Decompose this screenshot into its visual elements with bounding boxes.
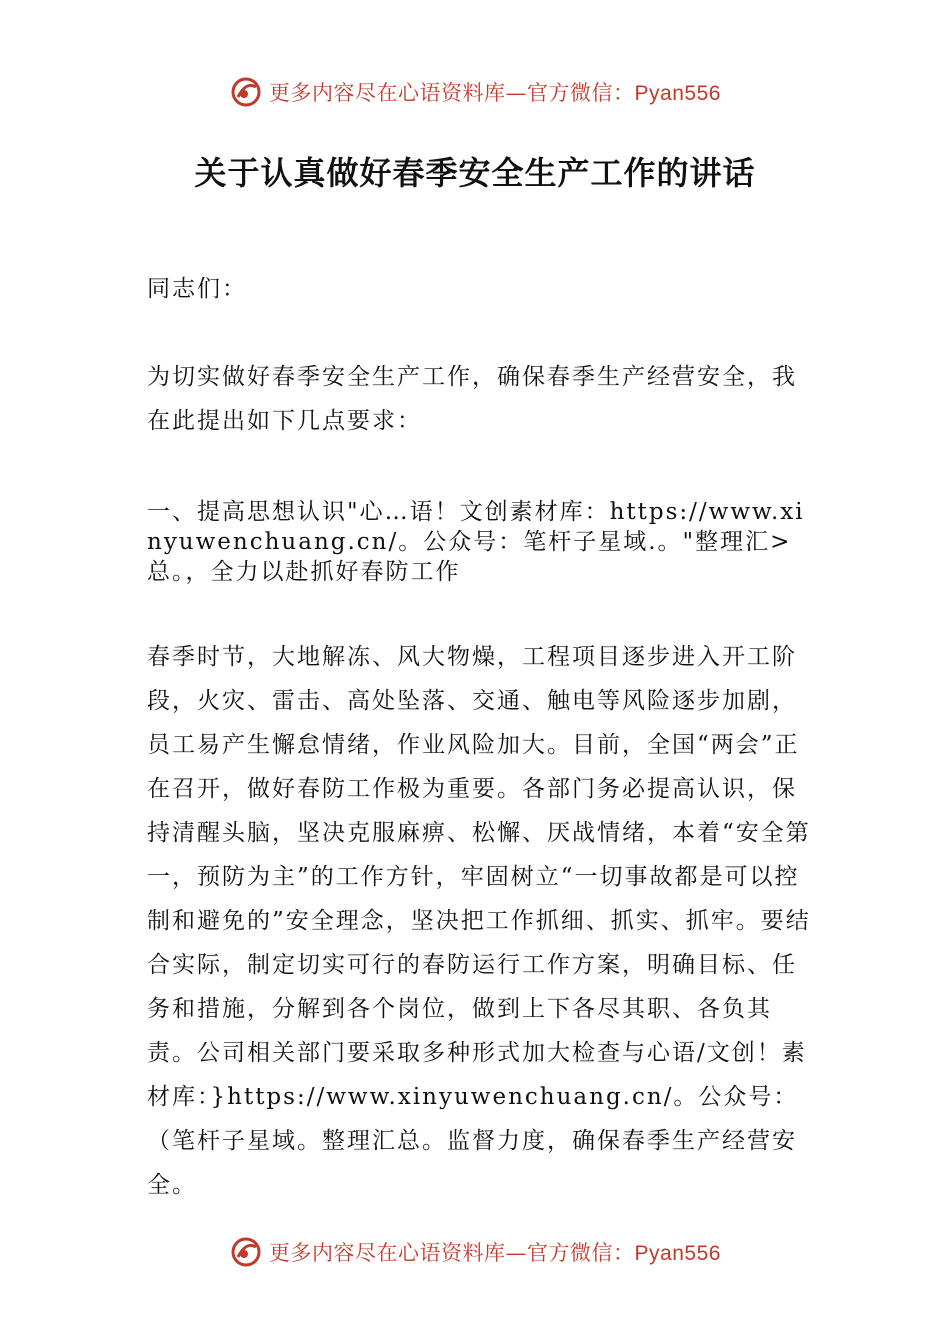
wechat-id: Pyan556 [634, 1242, 721, 1265]
wechat-id: Pyan556 [634, 82, 721, 105]
banner-text: 更多内容尽在心语资料库—官方微信：Pyan556 [269, 1241, 721, 1265]
footer-banner [0, 1232, 950, 1272]
header-banner [0, 72, 950, 112]
logo-icon [229, 1235, 263, 1269]
intro-paragraph: 为切实做好春季安全生产工作，确保春季生产经营安全，我在此提出如下几点要求： [147, 364, 797, 434]
section-1-body: 春季时节，大地解冻、风大物燥，工程项目逐步进入开工阶段，火灾、雷击、高处坠落、交通、触电等风险逐步加剧，员工易产生懈怠情绪，作业风险加大。目前，全国“两会”正在召开，做好春防工作极为重要。各部门务必提高认识，保持清醒头脑，坚决克服麻痹、松懈、厌战情绪，本着“安全第一，预防为主”的工作方针，牢固树立“一切事故都是可以控制和避免的”安全理念，坚决把工作抓细、抓实、抓牢。要结合实际，制定切实可行的春防运行工作方案，明确目标、任务和措施，分解到各个岗位，做到上下各尽其职、各负其责。公司相关部门要采取多种形式加大检查与心语/文创！素材库：}https://www.xinyuwenchuang.cn/。公众号：（笔杆子星域。整理汇总。监督力度，确保春季生产经营安全。 [147, 644, 811, 1198]
banner-text: 更多内容尽在心语资料库—官方微信：Pyan556 [269, 81, 721, 105]
section-1-heading: 一、提高思想认识"心…语！文创素材库：https://www.xinyuwenchuang.cn/。公众号：笔杆子星域.。"整理汇>总。，全力以赴抓好春防工作 [147, 499, 805, 585]
salutation: 同志们： [147, 276, 247, 302]
logo-icon [229, 75, 263, 109]
document-title: 关于认真做好春季安全生产工作的讲话 [194, 154, 756, 192]
